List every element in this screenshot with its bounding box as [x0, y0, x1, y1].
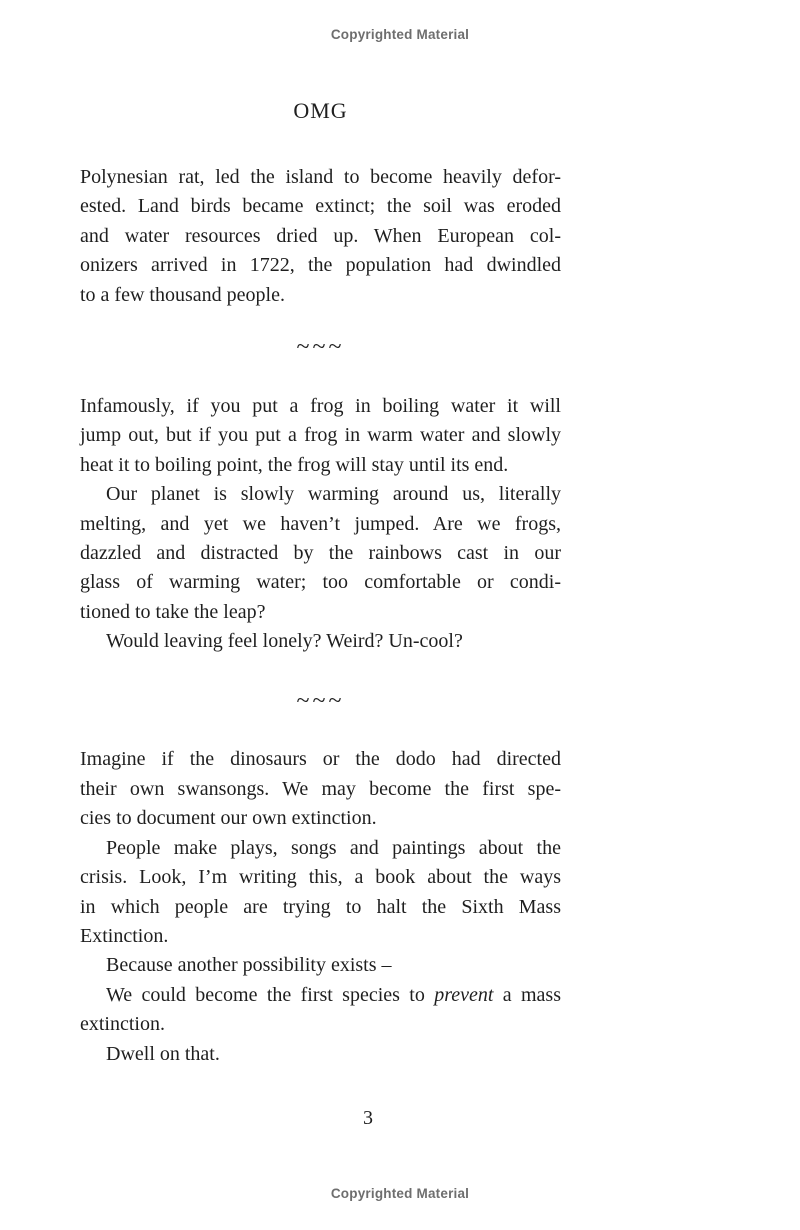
text-line: Imagine if the dinosaurs or the dodo had directed [80, 748, 561, 771]
emphasized-word: prevent [434, 983, 494, 1006]
text-line: their own swansongs. We may become the first spe- [80, 777, 561, 800]
text-line: cies to document our own extinction. [80, 807, 377, 830]
text-line: jump out, but if you put a frog in warm water and slowly [80, 424, 561, 447]
paragraph [80, 392, 561, 480]
text-line: and water resources dried up. When European col- [80, 224, 561, 247]
chapter-title: OMG [293, 98, 348, 123]
paragraph [80, 627, 561, 656]
text-line: extinction. [80, 1013, 165, 1036]
text-line: glass of warming water; too comfortable or condi- [80, 571, 561, 594]
text-line: Infamously, if you put a frog in boiling water it will [80, 394, 561, 417]
page-number: 3 [363, 1107, 373, 1129]
paragraph [80, 163, 561, 310]
text-line: We could become the first species to prevent a mass [106, 983, 561, 1006]
paragraph [80, 480, 561, 627]
copyright-banner-bottom: Copyrighted Material [330, 1186, 470, 1201]
text-line: Dwell on that. [106, 1042, 220, 1065]
text-line: ested. Land birds became extinct; the soil was eroded [80, 195, 561, 218]
paragraph [80, 1040, 561, 1069]
text-line: Because another possibility exists – [106, 954, 392, 977]
paragraph [80, 951, 561, 980]
text-line: tioned to take the leap? [80, 600, 266, 623]
paragraph [80, 834, 561, 952]
text-line: to a few thousand people. [80, 283, 285, 306]
paragraph [80, 745, 561, 833]
text-line: heat it to boiling point, the frog will stay until its end. [80, 453, 509, 476]
body-column [80, 0, 561, 1069]
text-line: Would leaving feel lonely? Weird? Un-cool? [106, 630, 463, 653]
text-line: in which people are trying to halt the Sixth Mass [80, 895, 561, 918]
copyright-banner-top: Copyrighted Material [330, 27, 470, 42]
section-divider: ~~~ [296, 334, 345, 361]
text-line: onizers arrived in 1722, the population had dwindled [80, 254, 561, 277]
text-line: Extinction. [80, 924, 169, 947]
text-line: crisis. Look, I’m writing this, a book about the ways [80, 866, 561, 889]
text-line: melting, and yet we haven’t jumped. Are we frogs, [80, 512, 561, 535]
text-line: Our planet is slowly warming around us, literally [106, 483, 561, 506]
section-divider: ~~~ [296, 687, 345, 714]
text-line: Polynesian rat, led the island to become heavily defor- [80, 166, 561, 188]
text-line: People make plays, songs and paintings about the [106, 836, 561, 859]
paragraph [80, 981, 561, 1040]
text-line: dazzled and distracted by the rainbows cast in our [80, 541, 561, 564]
